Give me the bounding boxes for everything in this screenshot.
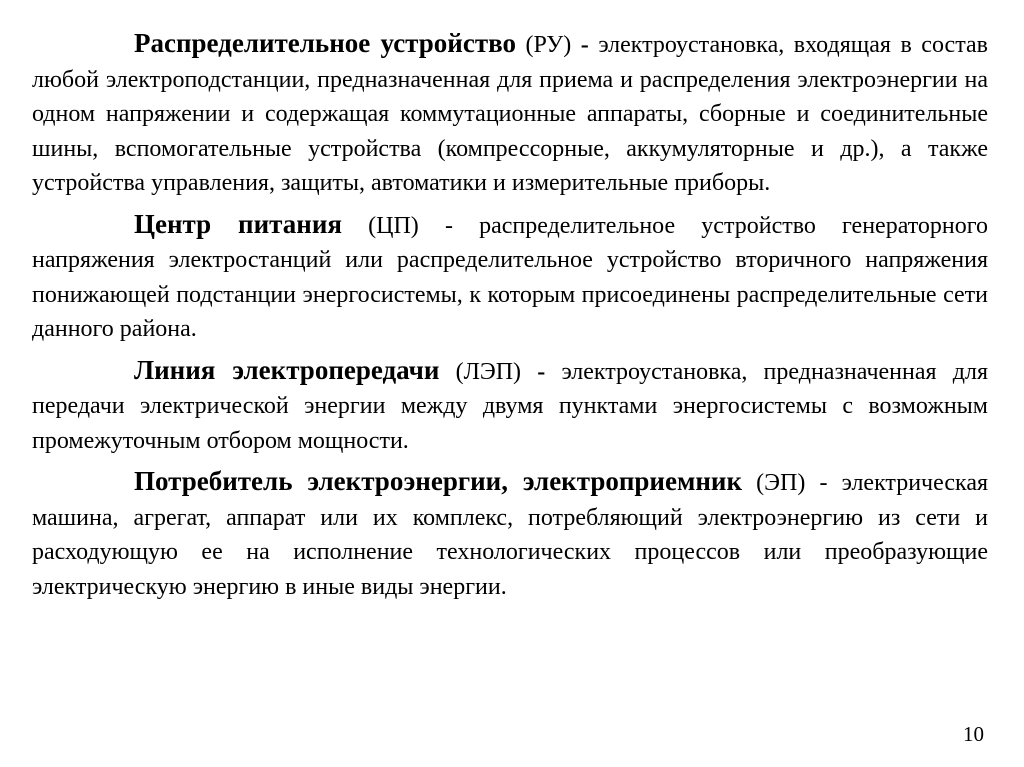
definition-term: Линия электропередачи	[134, 354, 440, 385]
definition-term: Распределительное устройство	[134, 28, 516, 58]
definition-abbreviation: (ЭП)	[742, 470, 806, 496]
document-body	[32, 26, 988, 610]
definition-term: Центр питания	[134, 208, 342, 239]
definition-text: электроустановка, предназначенная для передачи электрической энергии между двумя пунктами энергосистемы с возможным промежуточным отбором мощности.	[32, 358, 988, 454]
definition-dash: -	[805, 470, 842, 496]
definition-paragraph-cp	[32, 207, 988, 347]
definition-text: распределительное устройство генераторного напряжения электростанций или распределительное устройство вторичного напряжения понижающей подстанции энергосистемы, к которым присоединены распределительные сети данного района.	[32, 212, 988, 342]
definition-abbreviation: (ЛЭП)	[439, 358, 522, 385]
definition-abbreviation: (РУ)	[515, 32, 572, 58]
definition-paragraph-ru	[32, 26, 988, 201]
definition-paragraph-lep	[32, 353, 988, 459]
definition-dash: -	[571, 32, 599, 58]
definition-dash: -	[521, 358, 562, 385]
page-number: 10	[963, 722, 984, 746]
definition-text: электрическая машина, агрегат, аппарат или их комплекс, потребляющий электроэнергию из сети и расходующую ее на исполнение технологических процессов или преобразующие электрическую энергию в иные виды энергии.	[32, 470, 989, 600]
definition-dash: -	[418, 212, 480, 239]
definition-abbreviation: (ЦП)	[341, 212, 419, 239]
definition-paragraph-ep	[32, 464, 988, 604]
definition-term: Потребитель электроэнергии, электроприемник	[134, 466, 743, 496]
definition-text: электроустановка, входящая в состав любой электроподстанции, предназначенная для приема и распределения электроэнергии на одном напряжении и содержащая коммутационные аппараты, сборные и соединительные шины, вспомогательные устройства (компрессорные, аккумуляторные и др.), а также устройства управления, защиты, автоматики и измерительные приборы.	[32, 32, 988, 196]
